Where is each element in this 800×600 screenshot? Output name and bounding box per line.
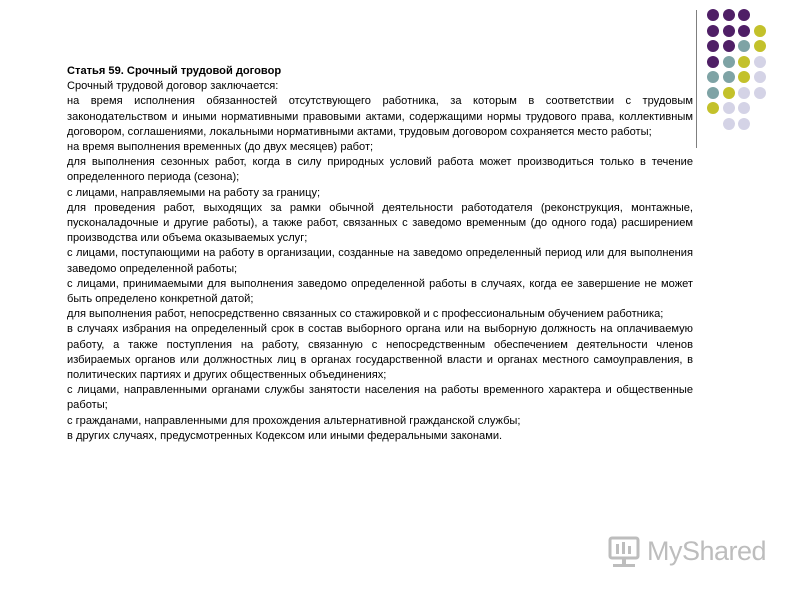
decorative-dot [707,56,719,68]
decorative-dot [738,102,750,114]
decorative-dot [754,25,766,37]
decorative-dot [738,40,750,52]
decorative-dot-grid [707,9,787,129]
paragraph: для выполнения сезонных работ, когда в силу природных условий работа может производиться только в течение определенного периода (сезона); [67,156,693,184]
myshared-logo-icon [607,534,643,574]
decorative-dot [707,9,719,21]
decorative-dot [738,118,750,130]
decorative-dot [723,118,735,130]
decorative-dot [723,71,735,83]
paragraph: с лицами, поступающими на работу в организации, созданные на заведомо определенный период или для выполнения заведомо определенной работы; [67,247,693,275]
decorative-dot [738,9,750,21]
paragraph: на время выполнения временных (до двух месяцев) работ; [67,141,374,154]
decorative-dot [723,9,735,21]
decorative-dot [723,56,735,68]
decorative-dot [707,25,719,37]
decorative-dot [754,71,766,83]
decorative-dot [738,56,750,68]
decorative-dot [723,87,735,99]
decorative-dot [754,56,766,68]
watermark-logo [607,534,767,574]
decorative-dot [738,87,750,99]
decorative-dot [738,25,750,37]
decorative-dot [754,87,766,99]
paragraph: с лицами, принимаемыми для выполнения заведомо определенной работы в случаях, когда ее завершение не может быть определено конкретной датой; [67,277,693,306]
decorative-dot [723,40,735,52]
watermark-text: MyShared [647,536,767,566]
paragraph: в других случаях, предусмотренных Кодексом или иными федеральными законами. [67,429,503,442]
document-title: Статья 59. Срочный трудовой договор [67,65,282,77]
paragraph: для проведения работ, выходящих за рамки обычной деятельности работодателя (реконструкция, монтажные, пусконаладочные и другие работы), а также работ, связанных с заведомо временным (до одного года) расширением производства или объема оказываемых услуг; [67,201,693,245]
paragraph: с гражданами, направленными для прохождения альтернативной гражданской службы; [67,414,521,427]
document-body [67,64,693,444]
decorative-dot [723,25,735,37]
decorative-dot [707,102,719,114]
decorative-dot [738,71,750,83]
decorative-dot [754,40,766,52]
decorative-dot [723,102,735,114]
decorative-dot [707,71,719,83]
paragraph: на время исполнения обязанностей отсутствующего работника, за которым в соответствии с трудовым законодательством и иными нормативными правовыми актами, содержащими нормы трудового права, коллективным договором, соглашениями, локальными нормативными актами, трудовым договором сохраняется место работы; [67,95,693,138]
paragraph: с лицами, направляемыми на работу за границу; [67,186,321,199]
paragraph: в случаях избрания на определенный срок в состав выборного органа или на выборную должность на оплачиваемую работу, а также поступления на работу, связанную с непосредственным обеспечением деятельности членов избираемых органов или должностных лиц в органах государственной власти и органах местного самоуправления, в политических партиях и других общественных объединениях; [67,323,693,382]
paragraph: с лицами, направленными органами службы занятости населения на работы временного характера и общественные работы; [67,384,693,412]
decorative-dot [707,40,719,52]
divider-line [696,10,697,148]
paragraph: для выполнения работ, непосредственно связанных со стажировкой и с профессиональным обучением работника; [67,308,664,321]
paragraph: Срочный трудовой договор заключается: [67,80,279,93]
decorative-dot [707,87,719,99]
